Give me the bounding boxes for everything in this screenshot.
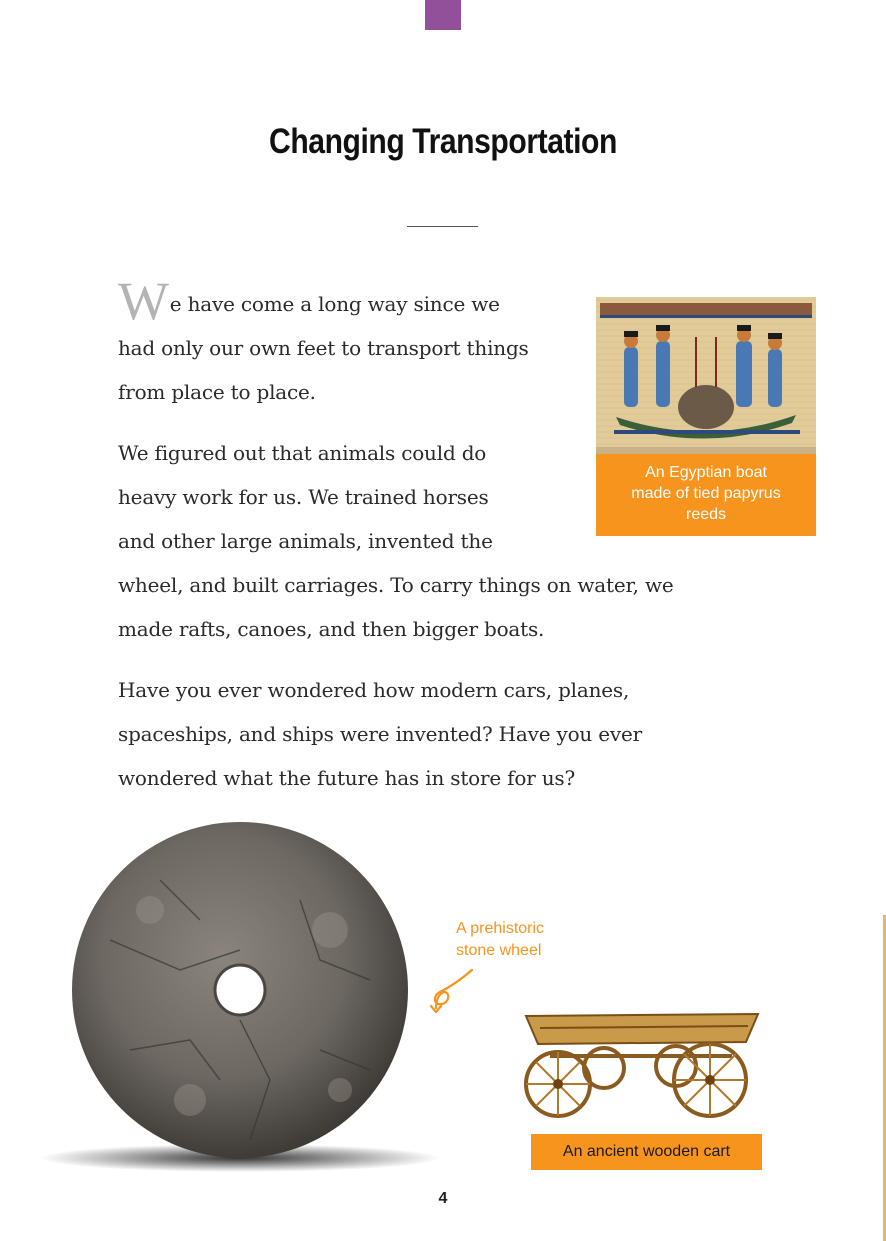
text-line: We figured out that animals could do xyxy=(118,441,487,465)
page-title: Changing Transportation xyxy=(269,122,617,161)
egyptian-boat-image xyxy=(596,297,816,454)
caption-line: stone wheel xyxy=(456,942,542,959)
intro-paragraph xyxy=(118,271,568,414)
text-line: heavy work for us. We trained horses xyxy=(118,485,489,509)
caption-line: An Egyptian boat xyxy=(645,464,767,481)
page-number: 4 xyxy=(438,1190,448,1207)
caption-line: A prehistoric xyxy=(456,920,545,937)
curly-arrow-icon xyxy=(428,966,478,1014)
text-line: spaceships, and ships were invented? Have you ever xyxy=(118,722,643,746)
text-line: wondered what the future has in store for us? xyxy=(118,766,576,790)
drop-cap: W xyxy=(118,271,169,331)
text-line: e have come a long way since we xyxy=(169,292,500,316)
text-line: and other large animals, invented the xyxy=(118,529,493,553)
stone-wheel-image xyxy=(40,820,440,1180)
text-line: made rafts, canoes, and then bigger boats. xyxy=(118,617,545,641)
top-color-tab xyxy=(425,0,461,30)
text-line: Have you ever wondered how modern cars, planes, xyxy=(118,678,630,702)
paragraph-questions xyxy=(118,668,738,800)
caption-line: made of tied papyrus xyxy=(631,485,781,502)
boat-caption xyxy=(596,454,816,536)
cart-caption: An ancient wooden cart xyxy=(531,1134,762,1170)
wheel-caption xyxy=(456,918,596,962)
text-line: from place to place. xyxy=(118,380,316,404)
title-divider xyxy=(407,226,478,227)
caption-line: reeds xyxy=(685,506,727,523)
wooden-cart-image xyxy=(520,1008,764,1128)
text-line: had only our own feet to transport things xyxy=(118,336,529,360)
text-line: wheel, and built carriages. To carry things on water, we xyxy=(118,573,674,597)
